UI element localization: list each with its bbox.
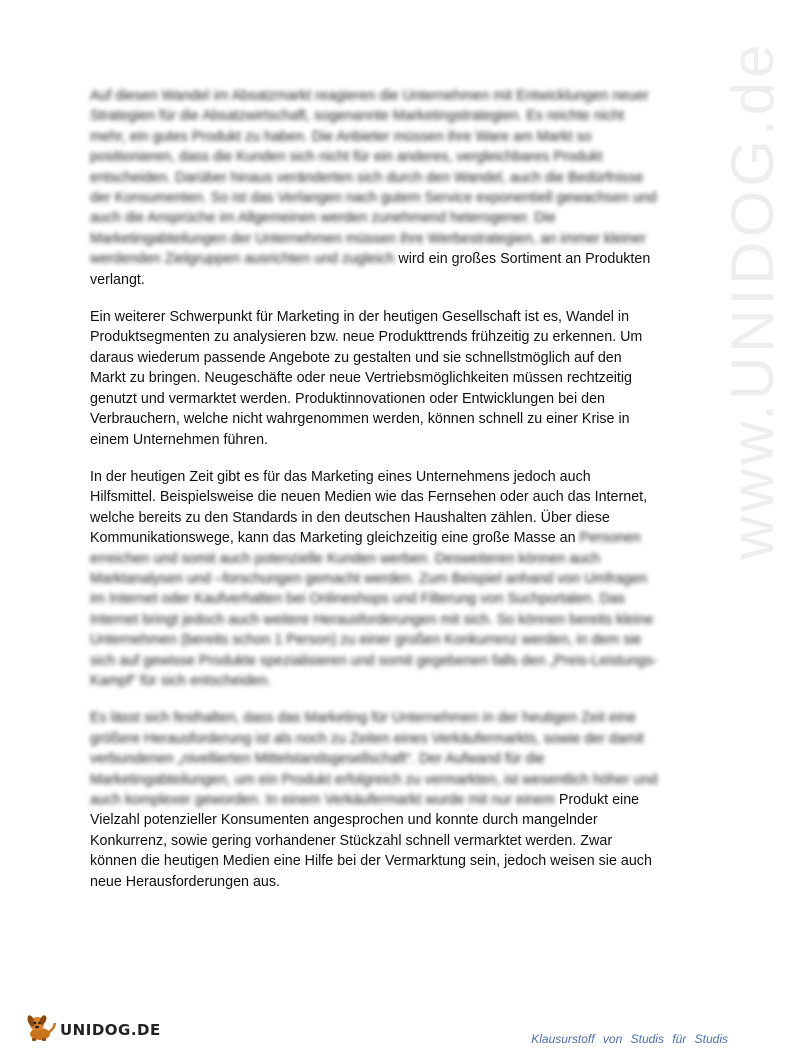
paragraph-3 — [90, 467, 660, 691]
logo-text: UNIDOG.DE — [60, 1021, 161, 1039]
visible-text: Produkt eine Vielzahl potenzieller Konsumenten angesprochen und konnte durch mangelnder Konkurrenz, sowie gering vorhandener Stückzahl schnell vermarktet werden. Zwar können die heutigen Medien eine Hilfe bei der Vermarktung sein, jedoch weisen sie auch neue Herausforderungen aus. — [90, 792, 652, 890]
blurred-text: Personen erreichen und somit auch potenzielle Kunden werben. Desweiteren können auch Marktanalysen und –forschungen gemacht werden. Zum Beispiel anhand von Umfragen im Internet oder Kaufverhalten bei Onlineshops und Filterung von Suchportalen. Das Internet bringt jedoch auch weitere Herausforderungen mit sich. So können bereits kleine Unternehmen (bereits schon 1 Person) zu einer großen Konkurrenz werden, in dem sie sich auf gewisse Produkte spezialisieren und somit gegebenen falls den „Preis-Leistungs-Kampf“ für sich entscheiden. — [90, 530, 658, 689]
paragraph-1 — [90, 86, 660, 290]
blurred-text: Auf diesen Wandel im Absatzmarkt reagieren die Unternehmen mit Entwicklungen neuer Strategien für die Absatzwirtschaft, sogenannte Marketingstrategien. Es reichte nicht mehr, ein gutes Produkt zu haben. Die Anbieter müssen ihre Ware am Markt so positionieren, dass die Kunden sich nicht für ein anderes, vergleichbares Produkt entscheiden. Darüber hinaus veränderten sich durch den Wandel, auch die Bedürfnisse der Konsumenten. So ist das Verlangen nach gutem Service exponentiell gewachsen und auch die Ansprüche im Allgemeinen werden zunehmend heterogener. Die Marketingabteilungen der Unternehmen müssen ihre Werbestrategien, an immer kleiner werdenden Zielgruppen ausrichten und zugleich — [90, 88, 657, 268]
blurred-text: Es lässt sich festhalten, dass das Marketing für Unternehmen in der heutigen Zeit eine größere Herausforderung ist als noch zu Zeiten eines Verkäufermarkts, sowie der damit verbundenen „nivellierten Mittelstandsgesellschaft“. Der Aufwand für die Marketingabteilungen, um ein Produkt erfolgreich zu vermarkten, ist wesentlich höher und auch komplexer geworden. In einem Verkäufermarkt wurde mit nur einem — [90, 710, 658, 808]
paragraph-2 — [90, 307, 660, 450]
document-body — [90, 86, 660, 909]
dog-mascot-icon — [26, 1012, 58, 1047]
visible-text: wird ein großes Sortiment an Produkten verlangt. — [90, 251, 651, 288]
unidog-logo[interactable] — [26, 1012, 161, 1047]
visible-text: Ein weiterer Schwerpunkt für Marketing in der heutigen Gesellschaft ist es, Wandel in Produktsegmenten zu analysieren bzw. neue Produkttrends frühzeitig zu erkennen. Um daraus wiederum passende Angebote zu gestalten und sie schnellstmöglich auf den Markt zu bringen. Neugeschäfte oder neue Vertriebsmöglichkeiten müssen rechtzeitig genutzt und vermarktet werden. Produktinnovationen oder Entwicklungen bei den Verbrauchern, welche nicht wahrgenommen werden, können schnell zu einer Krise in einem Unternehmen führen. — [90, 309, 643, 448]
footer-tagline: Klausurstoff von Studis für Studis — [531, 1032, 728, 1046]
visible-text: In der heutigen Zeit gibt es für das Marketing eines Unternehmens jedoch auch Hilfsmittel. Beispielsweise die neuen Medien wie das Fernsehen oder auch das Internet, welche bereits zu den Standards in den deutschen Haushalten zählen. Über diese Kommunikationswege, kann das Marketing gleichzeitig eine große Masse an — [90, 468, 648, 547]
watermark: www.UNIDOG.de — [719, 40, 786, 560]
paragraph-4 — [90, 708, 660, 892]
